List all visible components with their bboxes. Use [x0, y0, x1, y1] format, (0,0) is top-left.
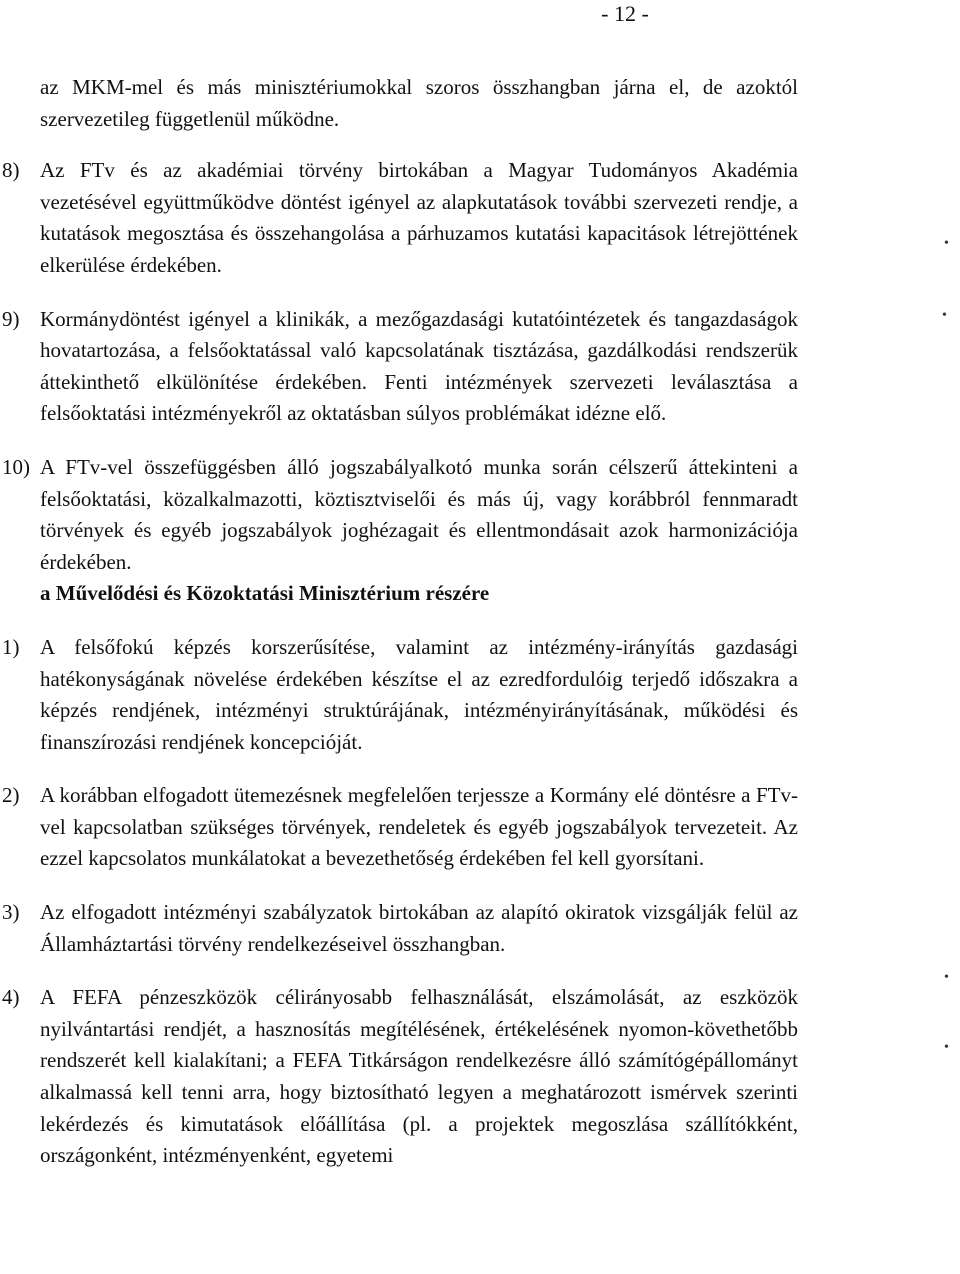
list-item — [2, 155, 798, 281]
page-number: - 12 - — [601, 1, 649, 26]
scan-speck-icon: • — [944, 1040, 949, 1055]
item-text: A FTv-vel összefüggésben álló jogszabályalkotó munka során célszerű áttekinteni a felsőoktatási, közalkalmazotti, köztisztviselői és más új, vagy korábbról fennmaradt törvények és egyéb jogszabályok joghézagait és ellentmondásait azok harmonizációja érdekében. — [40, 454, 798, 574]
list-item — [2, 780, 798, 875]
item-number: 8) — [2, 158, 20, 183]
item-text: A felsőfokú képzés korszerűsítése, valamint az intézmény-irányítás gazdasági hatékonyságának növelése érdekében készítse el az ezredfordulóig terjedő időszakra a képzés rendjének, intézményi struktúrájának, intézményirányításának, működési és finanszírozási rendjének koncepcióját. — [40, 634, 798, 754]
list-item — [2, 897, 798, 960]
item-number: 1) — [2, 634, 20, 659]
intro-paragraph: az MKM-mel és más minisztériumokkal szoros összhangban járna el, de azoktól szervezetileg függetlenül működne. — [40, 75, 798, 131]
document-body — [2, 72, 798, 1172]
list-item — [2, 452, 798, 578]
item-number: 9) — [2, 306, 20, 331]
scan-speck-icon: • — [942, 308, 947, 323]
item-text: A FEFA pénzeszközök célirányosabb felhasználását, elszámolását, az eszközök nyilvántartási rendjét, a hasznosítás megítélésének, értékelésének nyomon-követhetőbb rendszerét kell kialakítani; a FEFA Titkárságon rendelkezésre álló számítógépállományt alkalmassá kell tenni arra, hogy biztosítható legyen a meghatározott ismérvek szerinti lekérdezés és kimutatások előállítása (pl. a projektek megoszlása szállítókként, országonként, intézményenként, egyetemi — [40, 985, 798, 1168]
item-number: 2) — [2, 783, 20, 808]
list-item — [2, 632, 798, 758]
item-text: Az elfogadott intézményi szabályzatok birtokában az alapító okiratok vizsgálják felül az Államháztartási törvény rendelkezéseivel összhangban. — [40, 900, 798, 956]
scan-speck-icon: • — [944, 970, 949, 985]
section-heading: a Művelődési és Közoktatási Minisztérium részére — [40, 581, 490, 606]
item-text: Az FTv és az akadémiai törvény birtokában a Magyar Tudományos Akadémia vezetésével együttműködve döntést igényel az alapkutatások további szervezeti rendje, a kutatások megosztása és összehangolása a párhuzamos kutatási kapacitások létrejöttének elkerülése érdekében. — [40, 158, 798, 277]
item-number: 4) — [2, 985, 20, 1010]
list-item — [2, 982, 798, 1172]
scan-speck-icon: • — [944, 236, 949, 251]
item-number: 10) — [2, 454, 30, 479]
item-number: 3) — [2, 900, 20, 925]
list-item — [2, 304, 798, 430]
item-text: A korábban elfogadott ütemezésnek megfelelően terjessze a Kormány elé döntésre a FTv-vel kapcsolatban szükséges törvények, rendeletek és egyéb jogszabályok tervezeteit. Az ezzel kapcsolatos munkálatokat a bevezethetőség érdekében fel kell gyorsítani. — [40, 783, 798, 871]
item-text: Kormánydöntést igényel a klinikák, a mezőgazdasági kutatóintézetek és tangazdaságok hovatartozása, a felsőoktatással való kapcsolatának tisztázása, gazdálkodási rendszerük áttekinthető elkülönítése érdekében. Fenti intézmények szervezeti leválasztása a felsőoktatási intézményekről az oktatásban súlyos problémákat idézne elő. — [40, 306, 798, 426]
